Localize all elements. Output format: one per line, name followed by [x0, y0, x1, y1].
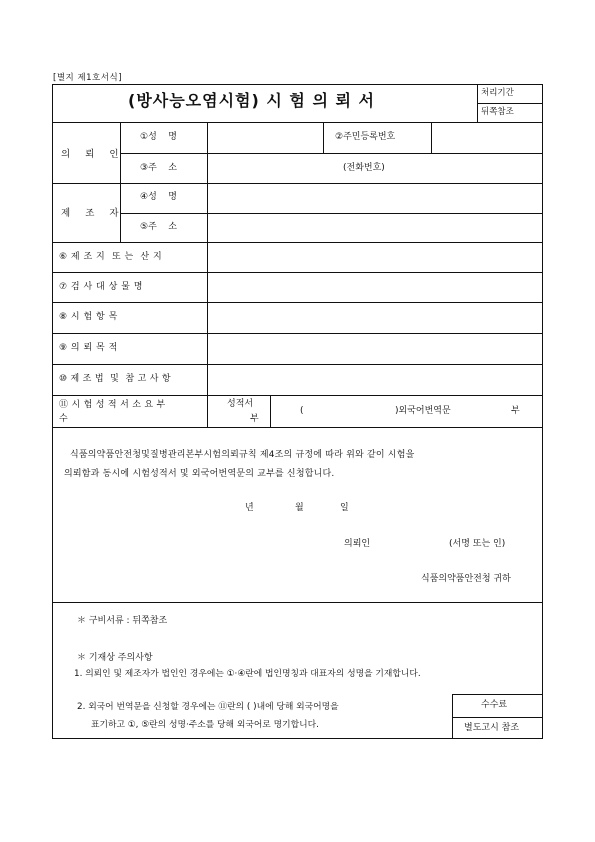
- signature-label: 의뢰인: [344, 539, 371, 549]
- divider: [52, 302, 543, 303]
- divider: [323, 122, 324, 153]
- date-day: 일: [340, 503, 349, 513]
- caution-item-2-cont: 표기하고 ①, ⑤란의 성명·주소를 당해 외국어로 명기합니다.: [91, 720, 319, 730]
- requester-address-label: ③주 소: [140, 163, 177, 173]
- divider: [52, 333, 543, 334]
- divider: [452, 717, 543, 718]
- manufacturer-group-label: 제 조 자: [61, 208, 125, 219]
- manufacturing-method-label: ⑩ 제 조 법 및 참 고 사 항: [59, 374, 171, 384]
- divider: [52, 602, 543, 603]
- purpose-label: ⑨ 의 뢰 목 적: [59, 343, 118, 353]
- date-year: 년: [245, 503, 254, 513]
- divider: [52, 395, 543, 396]
- divider: [52, 272, 543, 273]
- requester-rrn-label: ②주민등록번호: [335, 132, 396, 142]
- manufacturer-address-label: ⑤주 소: [140, 222, 177, 232]
- divider: [270, 395, 271, 427]
- translation-unit: 부: [511, 406, 520, 416]
- addressee: 식품의약품안전청 귀하: [421, 574, 511, 584]
- certificate-label: 성적서: [227, 399, 254, 409]
- date-month: 월: [295, 503, 304, 513]
- signature-sign: (서명 또는 인): [449, 539, 506, 549]
- divider: [52, 183, 543, 184]
- translation-label: )외국어번역문: [395, 406, 451, 416]
- divider: [477, 103, 543, 104]
- divider: [207, 122, 208, 427]
- divider: [120, 153, 543, 154]
- manufacturer-name-label: ④성 명: [140, 192, 177, 202]
- processing-period-label: 처리기간: [481, 88, 514, 98]
- divider: [120, 122, 121, 242]
- translation-paren: (: [300, 406, 304, 416]
- caution-item-2: 2. 외국어 번역문을 신청할 경우에는 ⑪란의 ( )내에 당해 외국어명을: [77, 702, 339, 712]
- origin-label: ⑥ 제 조 지 또 는 산 지: [59, 252, 163, 262]
- fee-value: 별도고시 참조: [464, 723, 520, 733]
- divider: [52, 122, 543, 123]
- statement-line-1: 식품의약품안전청및질병관리본부시험의뢰규칙 제4조의 규정에 따라 위와 같이 시험을: [70, 450, 415, 460]
- form-number-label: [별지 제1호서식]: [53, 73, 123, 83]
- caution-title: ＊ 기재상 주의사항: [77, 653, 153, 663]
- fee-label: 수수료: [481, 700, 508, 710]
- certificate-copies-label-cont: 수: [59, 414, 68, 424]
- certificate-unit: 부: [250, 414, 259, 424]
- caution-item-1: 1. 의뢰인 및 제조자가 법인인 경우에는 ①·④란에 법인명칭과 대표자의 성명을 기재합니다.: [74, 669, 421, 679]
- test-items-label: ⑧ 시 험 항 목: [59, 312, 118, 322]
- divider: [52, 427, 543, 428]
- certificate-copies-label: ⑪ 시 험 성 적 서 소 요 부: [59, 400, 166, 410]
- divider: [120, 213, 543, 214]
- divider: [52, 364, 543, 365]
- required-documents-note: ＊ 구비서류 : 뒤쪽참조: [77, 616, 168, 626]
- requester-phone-label: (전화번호): [343, 163, 385, 173]
- inspected-item-label: ⑦ 검 사 대 상 물 명: [59, 282, 143, 292]
- processing-period-value: 뒤쪽참조: [481, 107, 514, 117]
- divider: [52, 242, 543, 243]
- page-title: (방사능오염시험) 시 험 의 뢰 서: [128, 91, 375, 110]
- divider: [431, 122, 432, 153]
- statement-line-2: 의뢰함과 동시에 시험성적서 및 외국어번역문의 교부를 신청합니다.: [64, 469, 335, 479]
- requester-group-label: 의 뢰 인: [61, 149, 125, 160]
- requester-name-label: ①성 명: [140, 132, 177, 142]
